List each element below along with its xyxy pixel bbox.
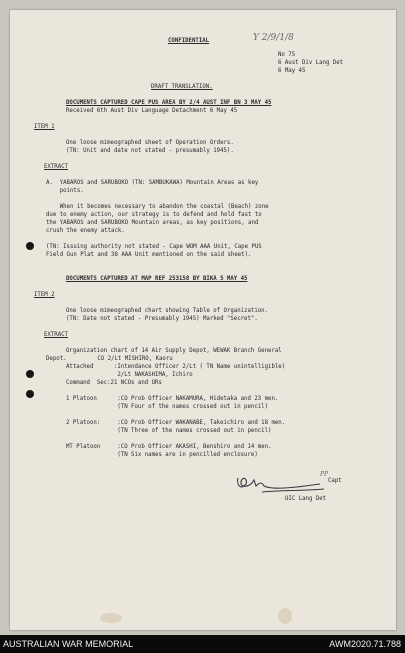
draft-translation-title: DRAFT TRANSLATION. bbox=[151, 84, 213, 90]
translator-note-line: (TN: Issuing authority not stated - Cape WOM AAA Unit, Cape PUS bbox=[46, 244, 262, 250]
org-chart-line: (TN Six names are in pencilled enclosure) bbox=[66, 452, 258, 458]
signature-rank: Capt bbox=[328, 478, 342, 484]
signature-initials: PP bbox=[320, 471, 329, 478]
translator-note-line: Field Gun Plat and 38 AAA Unit mentioned on the said sheet). bbox=[46, 252, 252, 258]
archive-footer bbox=[0, 635, 405, 653]
item-1-label: ITEM 1 bbox=[34, 124, 55, 130]
paper-stain bbox=[100, 613, 122, 623]
punch-hole bbox=[26, 242, 34, 250]
item-2-label: ITEM 2 bbox=[34, 292, 55, 298]
item-2-line: (TN: Date not stated - Presumably 1945) Marked "Secret". bbox=[66, 316, 258, 322]
para-a-line: points. bbox=[46, 188, 84, 194]
org-chart-line: MT Platoon :CO Prob Officer AKASHI, Benshiro and 14 men. bbox=[66, 444, 272, 450]
extract-1-label: EXTRACT bbox=[44, 164, 68, 170]
reference-date: 6 May 45 bbox=[278, 68, 306, 74]
org-chart-line: (TN Four of the names crossed out in pencil) bbox=[66, 404, 269, 410]
section-2-title: DOCUMENTS CAPTURED AT MAP REF 253158 BY BIKA 5 MAY 45 bbox=[66, 276, 248, 282]
para-b-line: When it becomes necessary to abandon the coastal (Beach) zone bbox=[46, 204, 269, 210]
para-b-line: due to enemy action, our strategy is to defend and hold fast to bbox=[46, 212, 262, 218]
para-b-line: the YABAROS and SARUBOKO Mountain areas, as key positions, and bbox=[46, 220, 259, 226]
org-chart-line: Attached :Intendance Officer 2/Lt ( TN Name unintelligible) bbox=[66, 364, 286, 370]
extract-2-label: EXTRACT bbox=[44, 332, 68, 338]
org-chart-line: (TN Three of the names crossed out in pencil) bbox=[66, 428, 272, 434]
reference-number: No 75 bbox=[278, 52, 296, 58]
punch-hole bbox=[26, 390, 34, 398]
org-chart-line: Command Sec:21 NCOs and ORs bbox=[66, 380, 162, 386]
received-line: Received 6th Aust Div Language Detachment 6 May 45 bbox=[66, 108, 238, 114]
reference-unit: 6 Aust Div Lang Det bbox=[278, 60, 344, 66]
org-chart-line: Organization chart of 14 Air Supply Depot, WEWAK Branch General bbox=[66, 348, 282, 354]
paper-stain bbox=[278, 608, 292, 624]
footer-institution: AUSTRALIAN WAR MEMORIAL bbox=[3, 639, 134, 649]
footer-accession-number: AWM2020.71.788 bbox=[329, 639, 401, 649]
handwritten-reference: Y 2/9/1/8 bbox=[253, 33, 294, 43]
org-chart-line: 2/Lt NAKASHIMA, Ichiro bbox=[66, 372, 193, 378]
item-2-line: One loose mimeographed chart showing Table of Organization. bbox=[66, 308, 269, 314]
signature-mark bbox=[232, 472, 332, 496]
section-1-title: DOCUMENTS CAPTURED CAPE PUS AREA BY 2/4 AUST INF BN 3 MAY 45 bbox=[66, 100, 272, 106]
item-1-line: (TN: Unit and date not stated - presumably 1945). bbox=[66, 148, 234, 154]
org-chart-line: 1 Platoon :CO Prob Officer NAKAMURA, Hidetaka and 23 men. bbox=[66, 396, 279, 402]
confidential-heading: CONFIDENTIAL bbox=[168, 38, 210, 44]
document-sheet bbox=[10, 10, 396, 630]
para-a-line: A. YABAROS and SARUBOKO (TN: SAMBUKAWA) Mountain Areas as key bbox=[46, 180, 259, 186]
para-b-line: crush the enemy attack. bbox=[46, 228, 125, 234]
org-chart-line: 2 Platoon: :CO Prob Officer WAKANABE, Takeichiro and 18 men. bbox=[66, 420, 286, 426]
item-1-line: One loose mimeographed sheet of Operation Orders. bbox=[66, 140, 234, 146]
signature-title: OIC Lang Det bbox=[285, 496, 327, 502]
org-chart-line: Depot. CO 2/Lt MISHIRO, Kaoru bbox=[46, 356, 173, 362]
punch-hole bbox=[26, 370, 34, 378]
